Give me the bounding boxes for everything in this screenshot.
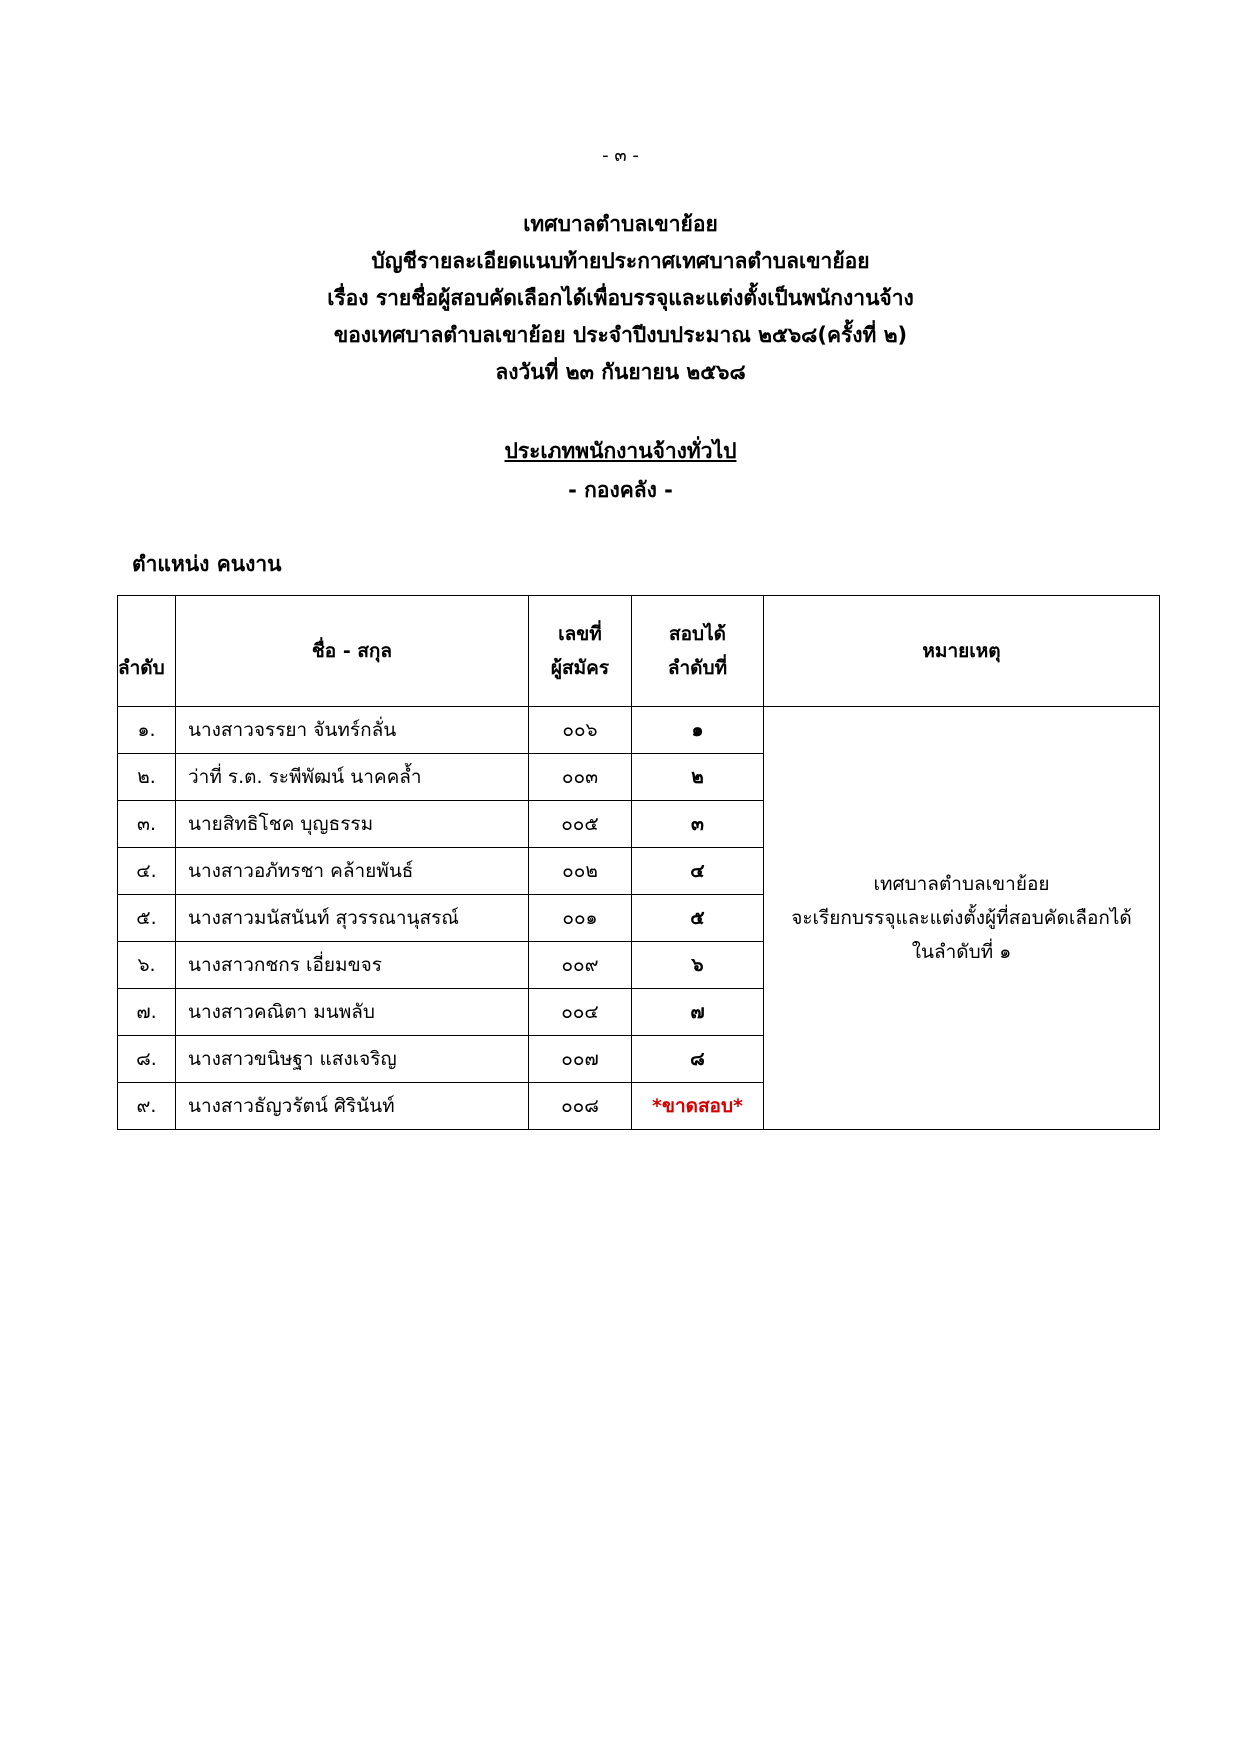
- row-name: นางสาวคณิตา มนพลับ: [176, 989, 529, 1036]
- row-rank-absent: *ขาดสอบ*: [632, 1083, 764, 1130]
- row-name: นางสาวมนัสนันท์ สุวรรณานุสรณ์: [176, 895, 529, 942]
- header-applicant-no-line-1: เลขที่: [558, 623, 602, 645]
- remark-line-3: ในลำดับที่ ๑: [911, 941, 1012, 963]
- header-rank-line-2: ลำดับที่: [667, 657, 728, 679]
- remark-line-1: เทศบาลตำบลเขาย้อย: [873, 873, 1050, 895]
- row-applicant-no: ๐๐๒: [529, 848, 632, 895]
- row-rank: ๗: [632, 989, 764, 1036]
- results-table: [117, 595, 1160, 1130]
- row-seq: ๒.: [118, 754, 176, 801]
- row-name: นางสาวอภัทรชา คล้ายพันธ์: [176, 848, 529, 895]
- page-number: - ๓ -: [602, 145, 639, 166]
- header-seq: ลำดับ: [118, 596, 176, 707]
- row-rank: ๕: [632, 895, 764, 942]
- header-name: ชื่อ - สกุล: [176, 596, 529, 707]
- heading-line-4: ของเทศบาลตำบลเขาย้อย ประจำปีงบประมาณ ๒๕๖๘(ครั้งที่ ๒): [333, 323, 908, 347]
- row-name: นายสิทธิโชค บุญธรรม: [176, 801, 529, 848]
- row-seq: ๔.: [118, 848, 176, 895]
- row-seq: ๕.: [118, 895, 176, 942]
- row-seq: ๘.: [118, 1036, 176, 1083]
- row-applicant-no: ๐๐๘: [529, 1083, 632, 1130]
- row-seq: ๓.: [118, 801, 176, 848]
- row-seq: ๙.: [118, 1083, 176, 1130]
- heading-line-5: ลงวันที่ ๒๓ กันยายน ๒๕๖๘: [495, 360, 746, 384]
- row-rank: ๒: [632, 754, 764, 801]
- header-remark: หมายเหตุ: [764, 596, 1160, 707]
- row-seq: ๖.: [118, 942, 176, 989]
- document-heading: [0, 206, 1241, 391]
- header-applicant-no: [529, 596, 632, 707]
- row-rank: ๘: [632, 1036, 764, 1083]
- remark-cell: [764, 707, 1160, 1130]
- row-name: นางสาวกชกร เอี่ยมขจร: [176, 942, 529, 989]
- row-rank: ๔: [632, 848, 764, 895]
- header-rank-line-1: สอบได้: [669, 623, 726, 645]
- row-rank: ๓: [632, 801, 764, 848]
- header-rank: [632, 596, 764, 707]
- table-header-row: [118, 596, 1160, 707]
- row-applicant-no: ๐๐๗: [529, 1036, 632, 1083]
- division-name: - กองคลัง -: [568, 478, 673, 502]
- row-seq: ๑.: [118, 707, 176, 754]
- row-applicant-no: ๐๐๓: [529, 754, 632, 801]
- heading-line-3: เรื่อง รายชื่อผู้สอบคัดเลือกได้เพื่อบรรจุและแต่งตั้งเป็นพนักงานจ้าง: [327, 286, 914, 310]
- row-applicant-no: ๐๐๖: [529, 707, 632, 754]
- row-applicant-no: ๐๐๑: [529, 895, 632, 942]
- row-name: นางสาวขนิษฐา แสงเจริญ: [176, 1036, 529, 1083]
- row-seq: ๗.: [118, 989, 176, 1036]
- section-type: ประเภทพนักงานจ้างทั่วไป: [504, 439, 737, 463]
- row-applicant-no: ๐๐๕: [529, 801, 632, 848]
- row-rank: ๑: [632, 707, 764, 754]
- position-label: ตำแหน่ง คนงาน: [132, 552, 282, 576]
- row-rank: ๖: [632, 942, 764, 989]
- heading-line-1: เทศบาลตำบลเขาย้อย: [523, 212, 718, 236]
- row-applicant-no: ๐๐๙: [529, 942, 632, 989]
- row-applicant-no: ๐๐๔: [529, 989, 632, 1036]
- row-name: ว่าที่ ร.ต. ระพีพัฒน์ นาคคล้ำ: [176, 754, 529, 801]
- heading-line-2: บัญชีรายละเอียดแนบท้ายประกาศเทศบาลตำบลเขาย้อย: [371, 249, 870, 273]
- header-applicant-no-line-2: ผู้สมัคร: [550, 657, 610, 679]
- table-row: [118, 707, 1160, 754]
- row-name: นางสาวธัญวรัตน์ ศิรินันท์: [176, 1083, 529, 1130]
- row-name: นางสาวจรรยา จันทร์กลั่น: [176, 707, 529, 754]
- remark-line-2: จะเรียกบรรจุและแต่งตั้งผู้ที่สอบคัดเลือกได้: [791, 907, 1132, 929]
